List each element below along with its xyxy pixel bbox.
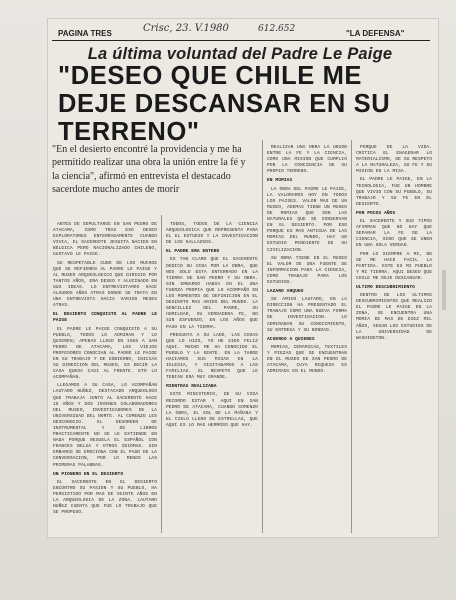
subheading: LAZARO ARQUEO xyxy=(267,289,304,295)
handwritten-code: 612.652 xyxy=(258,24,296,34)
page-label: PAGINA TRES xyxy=(58,29,112,38)
kicker: La última voluntad del Padre Le Paige xyxy=(87,45,393,63)
paragraph: POR LO SIEMPRE A MI, NO SE ME HACE FACIL LA PARTIDA. ESTE ES MI PUEBLO Y MI TIERRA. AQUI DESEO QUE CHILE ME DEJE DESCANSAR. xyxy=(356,251,432,281)
paragraph: MOMIAS, CERAMICAS, TEXTILES Y PIEZAS QUE SE ENCUENTRAN EN EL MUSEO DE SAN PEDRO DE ATACAMA, CUYA RIQUEZA ES ADMIRADA EN EL MUNDO. xyxy=(267,344,347,375)
paragraph: LA OBRA DEL PADRE LE PAIGE, LA VALORAMOS HOY EN TODOS LOS PAISES. VALOR MAS DE UN MUSEO, ADEMAS TIENE UN MUSEO DE MOMIAS QUE SON LAS NATURALES QUE SE CONSERVAN EN EL DESIERTO. POR ESO PORQUE ES MAS ANTIGUA DE LAS MOMIAS DEL MUNDO, HAY UN ESTUDIO PENDIENTE DE SU CIVILIZACION. xyxy=(267,186,347,253)
newspaper-name: "LA DEFENSA" xyxy=(346,29,405,38)
subheading: EL PADRE ERA ENTERO xyxy=(166,249,220,255)
handwritten-date: Crisc, 23. V.1980 xyxy=(143,23,229,34)
subheading: MIENTRAS REALIZABA xyxy=(166,384,217,390)
paragraph: SU RESPETABLE CUBO DE LOS MUCHOS QUE SE REFIEREN AL PADRE LE PAIGE Y AL MUSEO ARQUEOLOGICO QUE DIRIGIO POR TANTOS AÑOS, ERA DESEO Y ALUCINADO EN SUS IDEAS. LO ENTREVISTAMOS HACE ALGUNOS AÑOS ATRAS DONDE SE TRATA EN UNA ENTREVISTA HACIA VARIOS MESES ATRAS. xyxy=(53,260,157,309)
subheading: UN PIONERO EN EL DESIERTO xyxy=(53,471,124,477)
paragraph: ESTE MINISTERIO, DE SU VIDA RECORDO ESTAR Y AQUI EN SAN PEDRO DE ATACAMA, CUANDO COMENZO LA OBRA, EL SOL DE LA MAÑANA Y EL CIELO LLENO DE ESTRELLAS, QUE AQUI ES LO MAS HERMOSO QUE HAY. xyxy=(166,392,258,428)
paragraph: REALIZAR UNA OBRA LA UNION ENTRE LA FE Y LA CIENCIA, COMO UNA MISION QUE CUMPLIO POR LA CONCIENCIA DE SU PROPIO TERRENO. xyxy=(267,145,347,175)
paragraph: SU OBRA TIENE EN EL MUSEO EL VALOR DE UNA FUENTE DE INFORMACION PARA LA CIENCIA, COMO TRABAJO PARA LOS ESTUDIOS. xyxy=(267,255,347,285)
article-column-1 xyxy=(53,222,157,532)
paragraph: ANTES DE SEPULTARSE EN SAN PEDRO DE ATACAMA, COMO TRAS ESO DESEO EXPLORATORES ENTERRADAMENTE CUANDO VIVIA, EL SACERDOTE JESUITA NACIDO EN BELGICA PERO NACIONALIZADO CHILENO, GUSTAVO LE PAIGE. xyxy=(53,222,157,258)
paragraph: EL PADRE LE PAIGE, EN LA TECNOLOGIA, FUE UN HOMBRE QUE VIVIO CON SU PUEBLO, SU TRABAJO Y SU FE EN EL DESIERTO. xyxy=(356,177,432,207)
subheading: ULTIMO DESCUBRIMIENTO xyxy=(356,284,415,290)
subheading: POR POCOS AÑOS xyxy=(356,210,396,216)
subheading: EN MOMIAS xyxy=(267,178,293,184)
subheading: EL DESIERTO CONQUISTO AL PADRE LE PAIGE xyxy=(53,312,157,324)
column-separator xyxy=(262,140,263,533)
subheading: ACUERDO A QUIENES xyxy=(267,336,315,342)
paragraph: TODOS, TODOS DE LA CIENCIA ARQUEOLOGICA QUE REPRESENTA PARA EL EL ESTUDIO Y LA INVESTIGACION DE LOS HALLAZGOS. xyxy=(166,222,258,246)
paragraph: PREGUNTA A SU LADO, LAS COSAS QUE LO HIZO, YO HE SIDO FELIZ AQUI. MUCHO ME HA CONOCIDO EL PUEBLO Y LA GENTE. EN LA TARDE HACIAMOS SUS MISAS EN LA IGLESIA, Y VISITABAMOS A LAS FAMILIAS. EL RESPETO QUE LE TENIAN ERA MUY GRANDE. xyxy=(166,332,258,381)
paragraph: SU AMIGO LAUTARO, EN LA DIRECCION HA PRESENTADO EL TRABAJO COMO UNA NUEVA FORMA DE INVESTIGACION. LO ADMIRABAN SU CONOCIMIENTO, SU ENTREGA Y SU BONDAD. xyxy=(267,297,347,333)
header-rule xyxy=(52,40,430,41)
paragraph: ES TAN CLARO QUE EL SACERDOTE DEDICO SU VIDA POR LA OBRA, QUE NOS SOLO ESTA ENTERRADO EN LA TIERRA DE SAN PEDRO Y SU OBRA. SIN EMBARGO HABIA EN EL UNA FUERZA PROPIA QUE LO ACOMPAÑO EN LOS MOMENTOS DE DEFINICION EN EL DESIERTO MAS ARIDO DEL MUNDO. LA SENCILLEZ DEL PADRE, SU HUMILDAD, SU VERDADERA FE, NO SIN ESFUERZO, EN LOS AÑOS QUE PASO EN LA TIERRA. xyxy=(166,257,258,330)
column-separator xyxy=(351,140,352,533)
article-column-3 xyxy=(267,145,347,532)
paragraph: EL SACERDOTE EN EL DESIERTO ENCONTRO SU PASION Y SU PUEBLO, HA PERSISTIDO POR MAS DE VEINTE AÑOS EN LA ARQUEOLOGIA DE LA ZONA. LAUTARO NUÑEZ CUENTA QUE FUE LO TRABAJO QUE SE PROPUSO. xyxy=(53,479,157,516)
paragraph: LLEGAMOS A SU CASA, LO ACOMPAÑAN LAUTARO NUÑEZ, DESTACADO ARQUEOLOGO QUE TRABAJA JUNTO AL SACERDOTE HACE 15 AÑOS Y DOS JOVENES COLABORADORES DEL MUSEO, INVESTIGADORES DE LA UNIVERSIDAD DEL NORTE. AL COMENZO LES DESCONOCIO. EL DESORDEN DE INSTRUMENTAL Y DE LIBROS PRACTICAMENTE NO SE LE EXTIENDE EN NADA PORQUE RESUELA EL ESPAÑOL CON FRANCES BELGA Y OTROS IDIOMAS. SIN EMBARGO SE EMOCIONA CON EL PASO DE LA CONVERSACION, POR LO MENOS LAS PRIMERAS PALABRAS. xyxy=(53,383,157,468)
headline: "DESEO QUE CHILE ME DEJE DESCANSAR EN SU TERRENO" xyxy=(58,62,391,146)
article-column-4 xyxy=(356,145,432,532)
paragraph: PORQUE DE LA VIDA. CRITICA EL ENAGERAR LO MATERIALISMO, DE SU RESPETO A LA NATURALEZA, SU FE Y SU MISION EN LA MISA. xyxy=(356,145,432,175)
paragraph: EL PADRE LE PAIGE CONQUISTO A SU PUEBLO, TODOS LO ADMIRAN Y LO QUIEREN; APENAS LLEGO EN 1955 A SAN PEDRO DE ATACAMA, LOS VIEJOS PROFESORES CONOCIAN AL PADRE LE PAIGE EN SU TRABAJO Y DE GOBIERNO, INICIAS SU DIRECCION DEL MUSEO, ES DECIR LA CASA QUEDA CASI AL FRENTE. ETO LO ACOMPAÑAN. xyxy=(53,326,157,381)
column-separator xyxy=(161,215,162,533)
article-column-2 xyxy=(166,222,258,532)
paragraph: DENTRO DE LOS ULTIMOS DESCUBRIMIENTOS QUE REALIZO EL PADRE LE PAIGE EN LA ZONA, SE ENCUENTRA UNA MOMIA DE MAS DE DIEZ MIL AÑOS, SEGUN LOS ESTUDIOS DE LA UNIVERSIDAD DE WASHINGTON. xyxy=(356,293,432,341)
paragraph: EL SACERDOTE Y SUS TIPOS AFIRMAN QUE NO HAY QUE SEPARAR LA FE DE LA CIENCIA, SINO QUE SE UNEN EN UNA SOLA VERDAD. xyxy=(356,219,432,249)
lead-paragraph: "En el desierto encontré la providencia y me ha permitido realizar una obra la unión entre la fé y la ciencia", afirmó en entrevista el destacado sacerdote mucho antes de morir xyxy=(52,144,246,196)
margin-mark xyxy=(440,270,450,310)
